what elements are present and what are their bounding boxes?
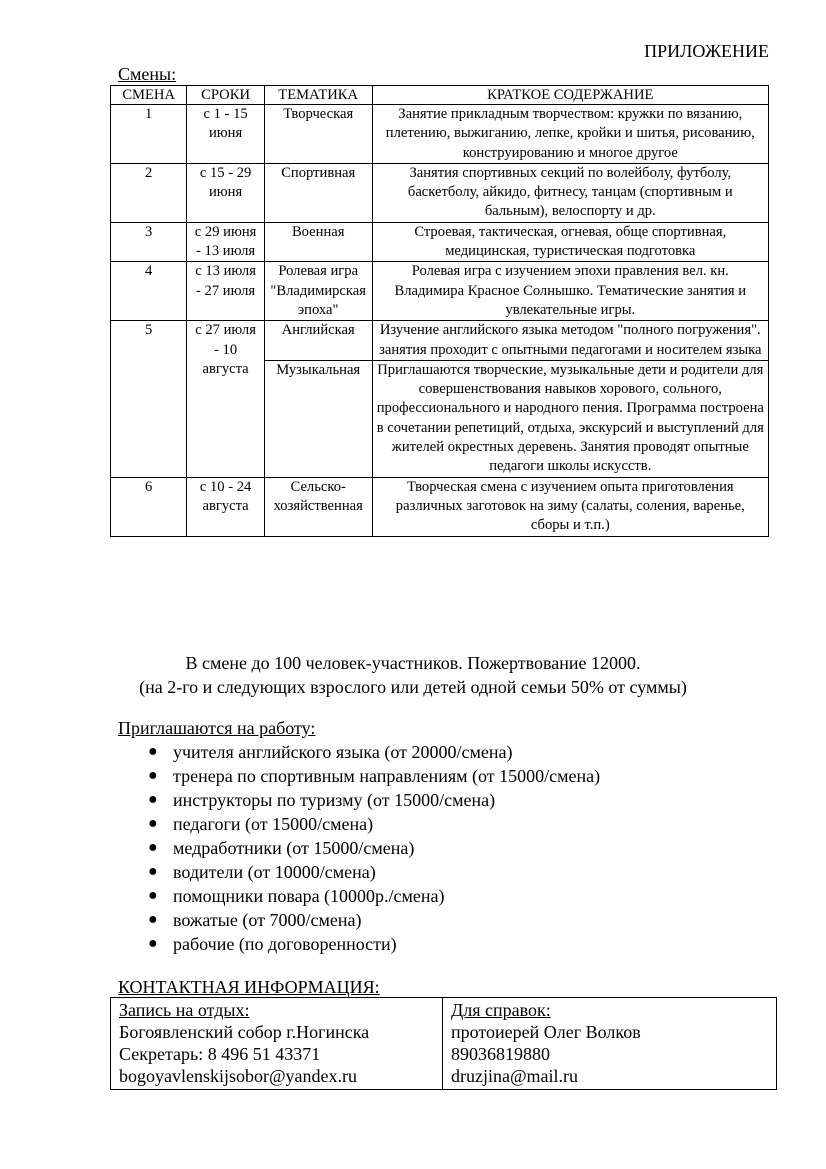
shift-content: Занятия спортивных секций по волейболу, футболу, баскетболу, айкидо, фитнесу, танцам (спортивным и бальным), велоспорту и др. — [372, 163, 768, 222]
list-item — [148, 860, 600, 884]
shift-number: 3 — [111, 222, 187, 262]
shift-dates: с 29 июня - 13 июля — [187, 222, 264, 262]
bullet-icon: ● — [148, 767, 158, 784]
list-item — [148, 740, 600, 764]
list-item — [148, 788, 600, 812]
table-row — [111, 105, 769, 164]
shift-theme: Сельско-хозяйственная — [264, 477, 372, 536]
contact-booking-heading: Запись на отдых: — [119, 1000, 250, 1020]
list-item — [148, 932, 600, 956]
jobs-section-label: Приглашаются на работу: — [118, 718, 316, 738]
jobs-list — [148, 740, 600, 956]
contacts-section-label: КОНТАКТНАЯ ИНФОРМАЦИЯ: — [118, 977, 380, 997]
list-item — [148, 908, 600, 932]
page-title: ПРИЛОЖЕНИЕ — [644, 41, 769, 61]
contact-info-heading: Для справок: — [451, 1000, 551, 1020]
bullet-icon: ● — [148, 839, 158, 856]
shift-content: Строевая, тактическая, огневая, обще спортивная, медицинская, туристическая подготовка — [372, 222, 768, 262]
column-header-dates: СРОКИ — [187, 86, 264, 105]
contact-person: протоиерей Олег Волков — [451, 1022, 641, 1042]
list-item — [148, 884, 600, 908]
table-row — [111, 222, 769, 262]
shift-number: 5 — [111, 321, 187, 477]
table-row — [111, 262, 769, 321]
shift-dates: с 1 - 15 июня — [187, 105, 264, 164]
contacts-table — [110, 997, 777, 1090]
shift-content: Изучение английского языка методом "полного погружения". занятия проходит с опытными педагогами и носителем языка — [372, 321, 768, 361]
job-item-text: педагоги (от 15000/смена) — [173, 814, 374, 834]
shift-number: 6 — [111, 477, 187, 536]
table-row — [111, 477, 769, 536]
job-item-text: инструкторы по туризму (от 15000/смена) — [173, 790, 496, 810]
job-item-text: вожатые (от 7000/смена) — [173, 910, 362, 930]
bullet-icon: ● — [148, 863, 158, 880]
shift-theme: Спортивная — [264, 163, 372, 222]
shift-theme: Ролевая игра "Владимирская эпоха" — [264, 262, 372, 321]
list-item — [148, 764, 600, 788]
bullet-icon: ● — [148, 743, 158, 760]
shift-content: Творческая смена с изучением опыта приготовления различных заготовок на зиму (салаты, соления, варенье, сборы и т.п.) — [372, 477, 768, 536]
bullet-icon: ● — [148, 935, 158, 952]
contact-booking-email: bogoyavlenskijsobor@yandex.ru — [119, 1066, 358, 1086]
table-header-row — [111, 86, 769, 105]
shifts-section-label: Смены: — [118, 64, 177, 84]
shift-content: Приглашаются творческие, музыкальные дети и родители для совершенствования навыков хорового, сольного, профессионального и народного пения. Программа построена в сочетании репетиций, отдыха, экскурсий и выступлений для жителей окрестных деревень. Занятия проводят опытные педагоги школы искусств. — [372, 360, 768, 477]
shift-theme: Творческая — [264, 105, 372, 164]
bullet-icon: ● — [148, 887, 158, 904]
bullet-icon: ● — [148, 911, 158, 928]
contact-secretary-phone: Секретарь: 8 496 51 43371 — [119, 1044, 321, 1064]
shift-number: 1 — [111, 105, 187, 164]
list-item — [148, 836, 600, 860]
shift-theme: Музыкальная — [264, 360, 372, 477]
offer-line-2: (на 2-го и следующих взрослого или детей одной семьи 50% от суммы) — [139, 677, 687, 697]
shift-content: Ролевая игра с изучением эпохи правления вел. кн. Владимира Красное Солнышко. Тематические занятия и увлекательные игры. — [372, 262, 768, 321]
shift-number: 4 — [111, 262, 187, 321]
shift-dates: с 13 июля - 27 июля — [187, 262, 264, 321]
job-item-text: тренера по спортивным направлениям (от 15000/смена) — [173, 766, 601, 786]
shifts-table — [110, 85, 769, 537]
shift-dates: с 10 - 24 августа — [187, 477, 264, 536]
column-header-content: КРАТКОЕ СОДЕРЖАНИЕ — [372, 86, 768, 105]
list-item — [148, 812, 600, 836]
job-item-text: помощники повара (10000р./смена) — [173, 886, 445, 906]
bullet-icon: ● — [148, 815, 158, 832]
shift-content: Занятие прикладным творчеством: кружки по вязанию, плетению, выжиганию, лепке, кройки и шитья, рисованию, конструированию и многое другое — [372, 105, 768, 164]
table-row — [111, 321, 769, 361]
column-header-shift: СМЕНА — [111, 86, 187, 105]
shift-theme: Английская — [264, 321, 372, 361]
table-row — [111, 163, 769, 222]
shift-theme: Военная — [264, 222, 372, 262]
job-item-text: водители (от 10000/смена) — [173, 862, 376, 882]
shift-number: 2 — [111, 163, 187, 222]
contact-info-cell — [443, 998, 777, 1090]
contact-organization: Богоявленский собор г.Ногинска — [119, 1022, 370, 1042]
job-item-text: медработники (от 15000/смена) — [173, 838, 415, 858]
contact-info-email: druzjina@mail.ru — [451, 1066, 579, 1086]
shift-dates: с 27 июля - 10 августа — [187, 321, 264, 477]
shift-dates: с 15 - 29 июня — [187, 163, 264, 222]
job-item-text: учителя английского языка (от 20000/смена) — [173, 742, 513, 762]
column-header-theme: ТЕМАТИКА — [264, 86, 372, 105]
offer-line-1: В смене до 100 человек-участников. Пожертвование 12000. — [185, 653, 641, 673]
bullet-icon: ● — [148, 791, 158, 808]
contact-booking-cell — [111, 998, 443, 1090]
job-item-text: рабочие (по договоренности) — [173, 934, 397, 954]
contacts-row — [111, 998, 777, 1090]
contact-person-phone: 89036819880 — [451, 1044, 550, 1064]
